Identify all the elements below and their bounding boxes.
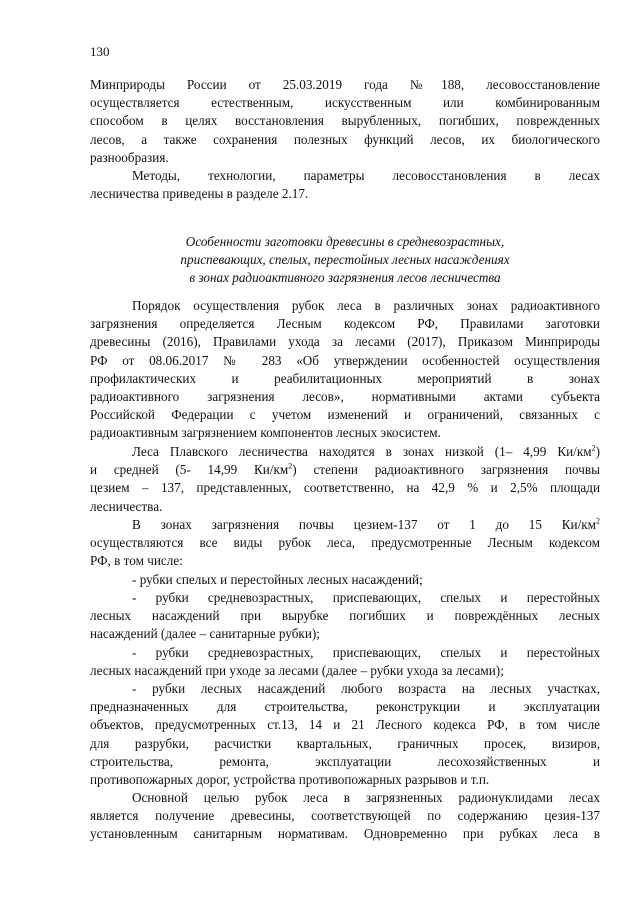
text-line: разнообразия. [90, 149, 169, 165]
text-line: профилактических и реабилитационных мероприятий в зонах [90, 370, 600, 386]
superscript: 2 [288, 461, 293, 471]
text-line: осуществляются все виды рубок леса, предусмотренные Лесным кодексом [90, 535, 600, 551]
paragraph-1 [90, 76, 600, 167]
paragraph-4 [90, 443, 600, 516]
text-line: радиоактивного загрязнения лесов», нормативными актами субъекта [90, 389, 600, 405]
text-line: противопожарных дорог, устройства противопожарных разрывов и т.п. [90, 772, 490, 788]
list-item-4 [90, 680, 600, 789]
paragraph-6 [90, 789, 600, 844]
text-line: Минприроды России от 25.03.2019 года №188, лесовосстановление [90, 77, 600, 92]
heading-line: в зонах радиоактивного загрязнения лесов лесничества [189, 270, 501, 286]
text-line: лесов, а также сохранения полезных функций лесов, их биологического [90, 131, 600, 147]
text-line: способом в целях восстановления вырубленных, погибших, поврежденных [90, 113, 600, 129]
text-fragment: и средней (5- 14,99 Ки/км [90, 462, 289, 478]
text-line: цезием – 137, представленных, соответственно, на 42,9 % и 2,5% площади [90, 480, 600, 496]
list-item-1 [90, 571, 600, 589]
text-line: объектов, предусмотренных ст.13, 14 и 21 Лесного кодекса РФ, в том числе [90, 717, 600, 733]
text-line: Порядок осуществления рубок леса в различных зонах радиоактивного [132, 298, 600, 313]
heading-line: Особенности заготовки древесины в средневозрастных, [185, 234, 505, 249]
text-line: лесничества. [90, 498, 163, 514]
superscript: 2 [596, 516, 600, 526]
text-line: - рубки спелых и перестойных лесных насаждений; [132, 572, 423, 587]
text-line [90, 443, 600, 461]
text-line: для разрубки, расчистки квартальных, граничных просек, визиров, [90, 735, 600, 751]
heading-line: приспевающих, спелых, перестойных лесных насаждениях [180, 252, 510, 268]
text-line: установленным санитарным нормативам. Одновременно при рубках леса в [90, 826, 600, 842]
text-line: лесных насаждений при вырубке погибших и повреждённых лесных [90, 608, 600, 624]
text-fragment: В зонах загрязнения почвы цезием-137 от 1 до 15 Ки/км [132, 517, 596, 532]
text-line: строительства, ремонта, эксплуатации лесохозяйственных и [90, 753, 600, 769]
superscript: 2 [591, 443, 596, 453]
text-line: лесничества приведены в разделе 2.17. [90, 186, 309, 202]
text-line: Российской Федерации с учетом изменений и ограничений, связанных с [90, 407, 600, 423]
text-line: древесины (2016), Правилами ухода за лесами (2017), Приказом Минприроды [90, 334, 600, 350]
text-line: Методы, технологии, параметры лесовосстановления в лесах [132, 168, 600, 183]
text-line: - рубки средневозрастных, приспевающих, спелых и перестойных [132, 590, 600, 605]
text-line [90, 516, 600, 534]
text-line: является получение древесины, соответствующей по содержанию цезия-137 [90, 808, 600, 824]
text-fragment: ) степени радиоактивного загрязнения почвы [292, 462, 600, 478]
section-heading [90, 233, 600, 288]
text-line: - рубки лесных насаждений любого возраста на лесных участках, [132, 681, 600, 696]
text-fragment: ) [595, 444, 600, 459]
text-line: Основной целью рубок леса в загрязненных радионуклидами лесах [132, 790, 600, 805]
text-line: насаждений (далее – санитарные рубки); [90, 626, 320, 642]
text-line: предназначенных для строительства, реконструкции и эксплуатации [90, 699, 600, 715]
list-item-2 [90, 589, 600, 644]
text-line [90, 461, 600, 479]
text-line: - рубки средневозрастных, приспевающих, спелых и перестойных [132, 645, 600, 660]
paragraph-5 [90, 516, 600, 571]
paragraph-3 [90, 297, 600, 443]
paragraph-2 [90, 167, 600, 203]
text-line: осуществляется естественным, искусственным или комбинированным [90, 95, 600, 111]
text-line: загрязнения определяется Лесным кодексом РФ, Правилами заготовки [90, 316, 600, 332]
text-fragment: Леса Плавского лесничества находятся в зонах низкой (1– 4,99 Ки/км [132, 444, 592, 459]
list-item-3 [90, 644, 600, 680]
text-line: РФ от 08.06.2017 № 283 «Об утверждении особенностей осуществления [90, 352, 600, 368]
text-line: радиоактивным загрязнением компонентов лесных экосистем. [90, 425, 441, 441]
text-line: РФ, в том числе: [90, 553, 183, 569]
text-line: лесных насаждений при уходе за лесами (далее – рубки ухода за лесами); [90, 663, 504, 679]
page-number: 130 [90, 44, 110, 59]
